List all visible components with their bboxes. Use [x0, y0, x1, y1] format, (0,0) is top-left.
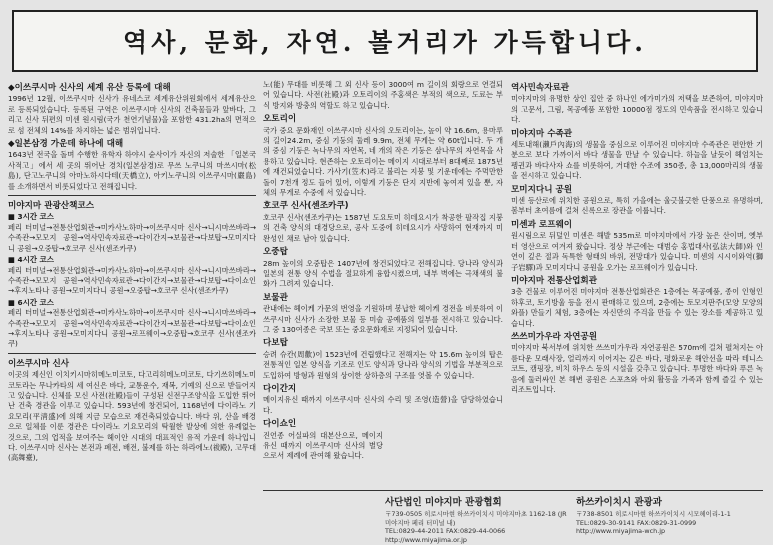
column-left	[8, 80, 256, 464]
section-title-daishoin: 다이쇼인	[263, 419, 297, 430]
contact-tourism-association	[381, 491, 572, 544]
route-6h-title: ■ 6시간 코스	[8, 297, 54, 307]
section-text-tahoto: 승려 슈칸(周歡)이 1523년에 건립했다고 전해지는 약 15.6m 높이의 탑은 전통적인 일본 양식을 기조로 인도 양식과 당나라 양식의 기법을 부분적으로 도입하여 방형과 원형의 상이한 상하층의 구조를 엿볼 수 있습니다.	[263, 349, 503, 380]
section-text-daiganji: 메이지유신 때까지 이쓰쿠시마 신사의 수리 및 조영(造營)을 담당하였습니다.	[263, 395, 503, 415]
section-text-shrine: 이곳의 제신인 이치키시마히메노미코토, 다고리히메노미코토, 다기쓰히메노미코토라는 무나카타의 세 여신은 바다, 교통운수, 재복, 기예의 신으로 받들어지고 있습니다. 신체를 모신 사전(社殿)들이 구성된 신전구조양식을 도입한 뛰어난 건축 경관을 이루고 있습니다. 593년에 창건되어, 1168년에 다이라노 기요모리(平淸盛)에 의해 지금 모습으로 재건축되었습니다. 바다 위, 산을 배경으로 일체를 이룬 경관은 다이라노 기요모리의 탁월한 발상에 의한 유례없는 것으로, 그의 업적을 보여주는 헤이안 시대의 대표적인 유적 가운데 하나입니다. 이쓰쿠시마 신사는 본전과 폐전, 배전, 불제를 하는 하라에노(祓殿), 고무대(高舞臺),	[8, 370, 256, 463]
contact-address: 〒739-0505 히로시마현 하쓰카이치시 미야지마초 1162-18 (JR미야지마 페리 터미널 내)	[385, 510, 567, 527]
section-title-routes: 미야지마 관광산책코스	[8, 201, 95, 212]
section-text-three-views: 1643년 전국을 돌며 수행한 유학자 하야시 슌사이가 자신의 저술한 「일본국사적고」에서 세 곳의 뛰어난 경치(일본삼경)로 무쓰 노쿠니의 마쓰시마(松島), 단고노쿠니의 아마노하시다테(天橋立), 아키노쿠니의 이쓰쿠시마(嚴島)를 소개하면서 비롯되었다고 전해집니다.	[8, 150, 256, 191]
section-title-gojunoto: 오중탑	[263, 247, 288, 258]
section-text-gojunoto: 28m 높이의 오중탑은 1407년에 창건되었다고 전해집니다. 당나라 양식과 일본의 전통 양식 수법을 절묘하게 융합시켰으며, 내부 벽에는 극채색의 불화가 그려져 있습니다.	[263, 258, 503, 289]
contact-phone: TEL:0829-44-2011 FAX:0829-44-0066	[385, 527, 506, 536]
section-title-aquarium: 미야지마 수족관	[511, 128, 573, 139]
route-3h-title: ■ 3시간 코스	[8, 212, 54, 222]
section-text-ropeway: 원시림으로 뒤덮인 미센은 해발 535m로 미야지마에서 가장 높은 산이며, 옛부터 영산으로 여겨져 왔습니다. 정상 부근에는 대범승 홍법대사(弘法大師)와 인연이 깊은 절과 독특한 형태의 바위, 전망대가 있습니다. 미센의 시시이와역(獅子岩驛)과 모미지다니 공원을 오가는 로프웨이가 있습니다.	[511, 231, 763, 272]
section-title-ropeway: 미센과 로프웨이	[511, 219, 573, 230]
section-title-momiji: 모미지다니 공원	[511, 184, 573, 195]
column-middle	[263, 80, 503, 462]
contact-url[interactable]: http://www.miyajima.or.jp	[385, 535, 467, 544]
section-title-craft: 미야지마 전통산업회관	[511, 275, 598, 286]
column-right	[511, 80, 763, 395]
header-banner	[12, 10, 758, 72]
section-text-folk-museum: 미야지마의 유명한 상인 집안 중 하나인 에가미가의 저택을 보존하여, 미야지마의 고문서, 그림, 목공예품 포함한 10000점 정도의 민속품을 전시하고 있습니다.	[511, 94, 763, 125]
contact-phone: TEL:0829-30-9141 FAX:0829-31-0999	[576, 518, 697, 527]
section-text-park: 미야지마 북서부에 위치한 쓰쓰미가우라 자연공원은 570m에 걸쳐 펼쳐지는 아름다운 모래사장, 얼리까지 이어지는 깊은 바다, 평화로운 해안선을 따라 테니스 코트, 캠핑장, 비치 하우스 등의 시설을 갖추고 있습니다. 투명한 바다와 푸른 녹음에 둘러싸인 본 해변 공원은 스포츠와 아외 활동을 가족과 함께 즐길 수 있는 리조트입니다.	[511, 343, 763, 394]
section-title-treasure: 보물관	[263, 292, 288, 303]
route-4h-text: 페리 터미널→전통산업회관→미카사노하마→이쓰쿠시마 신사→니시마쓰바라→수족관→모모지 공원→역사민속자료관→다이간지→보물관→다보탑→다이쇼인→후지노타나 공원→모미지다니 공원→오중탑→호코쿠 신사(센조카쿠)	[8, 265, 256, 296]
contact-url[interactable]: http://www.miyajima-wch.jp	[576, 527, 666, 536]
section-text-unesco: 1996년 12월, 이쓰쿠시마 신사가 유네스코 세계유산위원회에서 세계유산으로 등록되었습니다. 등록된 구역은 이쓰쿠시마 신사의 건축물들과 앞바다, 그리고 신사 뒤편의 미센 원시림(국가 천연기념물)을 포함한 431.2ha의 면적으로 섬 전체의 14%를 차지하는 넓은 범위입니다.	[8, 94, 256, 135]
section-title-unesco: ◆이쓰쿠시마 신사의 세계 유산 등록에 대해	[8, 83, 171, 93]
section-title-hokoku: 호코쿠 신사(센조카쿠)	[263, 201, 349, 212]
section-title-folk-museum: 역사민속자료관	[511, 83, 570, 93]
section-title-tahoto: 다보탑	[263, 338, 288, 349]
section-text-hokoku: 호코쿠 신사(센조카쿠)는 1587년 도요토미 히데요시가 착공한 팔작집 지붕의 건축 양식의 대경당으로, 공사 도중에 히데요시가 사망하여 현재까지 미완성인 채로 남아 있습니다.	[263, 212, 503, 243]
section-title-otorii: 오토리이	[263, 114, 297, 125]
route-6h-text: 페리 터미널→전통산업회관→미카사노하마→이쓰쿠시마 신사→니시마쓰바라→수족관→모모지 공원→역사민속자료관→다이간지→보물관→다보탑→다이쇼인→후지노타나 공원→모미지다니 공원→로프웨이→오중탑→호코쿠 신사(센조카쿠)	[8, 308, 256, 349]
contact-address: 〒738-8501 히로시마현 하쓰카이치시 시모헤이리-1-1	[576, 510, 731, 518]
section-text-craft: 3층 건물로 이루어진 미야지마 전통산업회관은 1층에는 목공예품, 종이 인형인 하후코, 토기방울 등을 전시 판매하고 있으며, 2층에는 토모지판주(모양 모양의 와플) 만들기 체험, 3층에는 자신만의 주걱을 만들 수 있는 장소를 제공하고 있습니다.	[511, 287, 763, 328]
section-text-otorii: 국가 중요 문화재인 이쓰쿠시마 신사의 오토리이는, 높이 약 16.6m, 용마루의 길이24.2m, 중심 기둥의 둘레 9.9m, 전체 무게는 약 60t입니다. 두 개의 중심 기둥은 녹나무의 자연목, 네 개의 작은 기둥은 삼나무의 자연목을 사용하고 있습니다. 현존하는 오토리이는 메이지 시대로부터 8대째로 1875년에 재건되었습니다. 가사기(笠木)라고 불리는 지붕 및 기운데에는 주먹만한 돌이 7천개 정도 들어 있어, 이렇게 기둥은 단지 지반에 놓여져 있을 뿐, 자체의 무게로 수중에 서 있습니다.	[263, 125, 503, 198]
section-title-daiganji: 다이간지	[263, 383, 297, 394]
section-title-three-views: ◆일본삼경 가운데 하나에 대해	[8, 139, 124, 150]
page-title: 역사, 문화, 자연. 볼거리가 가득합니다.	[123, 28, 647, 57]
section-title-shrine: 이쓰쿠시마 신사	[8, 358, 70, 369]
section-text-momiji: 미센 등산로에 위치한 공원으로, 특히 가을에는 울긋불긋한 단풍으로 유명하며, 봄부터 초여름에 걸쳐 신록으로 장관을 이룹니다.	[511, 196, 763, 216]
footer-contacts	[263, 490, 763, 544]
section-text-shrine-cont: 노(能) 무대를 비롯해 그 외 신사 등이 3000여 m 길이의 회랑으로 연결되어 있습니다. 사전(社殿)과 오토리이의 주홍색은 부적의 색으로, 도료는 부식 방지와 방충의 역할도 하고 있습니다.	[263, 80, 503, 110]
contact-name: 사단법인 미야지마 관광협회	[385, 497, 502, 508]
contact-name: 하쓰카이치시 관광과	[576, 497, 662, 508]
section-text-daishoin: 진언종 어실파의 대본산으로, 메이지 유신 때까지 이쓰쿠시마 신사의 별당으로서 제례에 관여해 왔습니다.	[263, 430, 383, 461]
route-4h-title: ■ 4시간 코스	[8, 255, 54, 265]
section-text-treasure: 관내에는 헤이케 가문의 번영을 기원하며 봉납한 헤이케 경전을 비롯하여 이쓰쿠시마 신사가 소장한 보물 등 미술 공예품의 일부를 전시하고 있습니다. 그 중 130여종은 국보 또는 중요문화재로 지정되어 있습니다.	[263, 304, 503, 334]
section-title-park: 쓰쓰미가우라 자연공원	[511, 331, 598, 342]
contact-city-tourism	[572, 491, 763, 539]
section-text-aquarium: 세토내해(瀨戶內海)의 생물을 중심으로 이루어진 미야지마 수족관은 편안한 기분으로 보다 가까이서 바다 생물을 만날 수 있습니다. 하늘을 날듯이 헤엄치는 펭귄과 바다사자 쇼를 비롯하여, 거대한 수조에 350종, 총 13,000마리의 생물을 전시하고 있습니다.	[511, 140, 763, 181]
route-3h-text: 페리 터미널→전통산업회관→미카사노하마→이쓰쿠시마 신사→니시마쓰바라→수족관→모모지 공원→역사민속자료관→다이간지→보물관→다보탑→모미지다니 공원→오중탑→호코쿠 신사(센조카쿠)	[8, 222, 256, 253]
